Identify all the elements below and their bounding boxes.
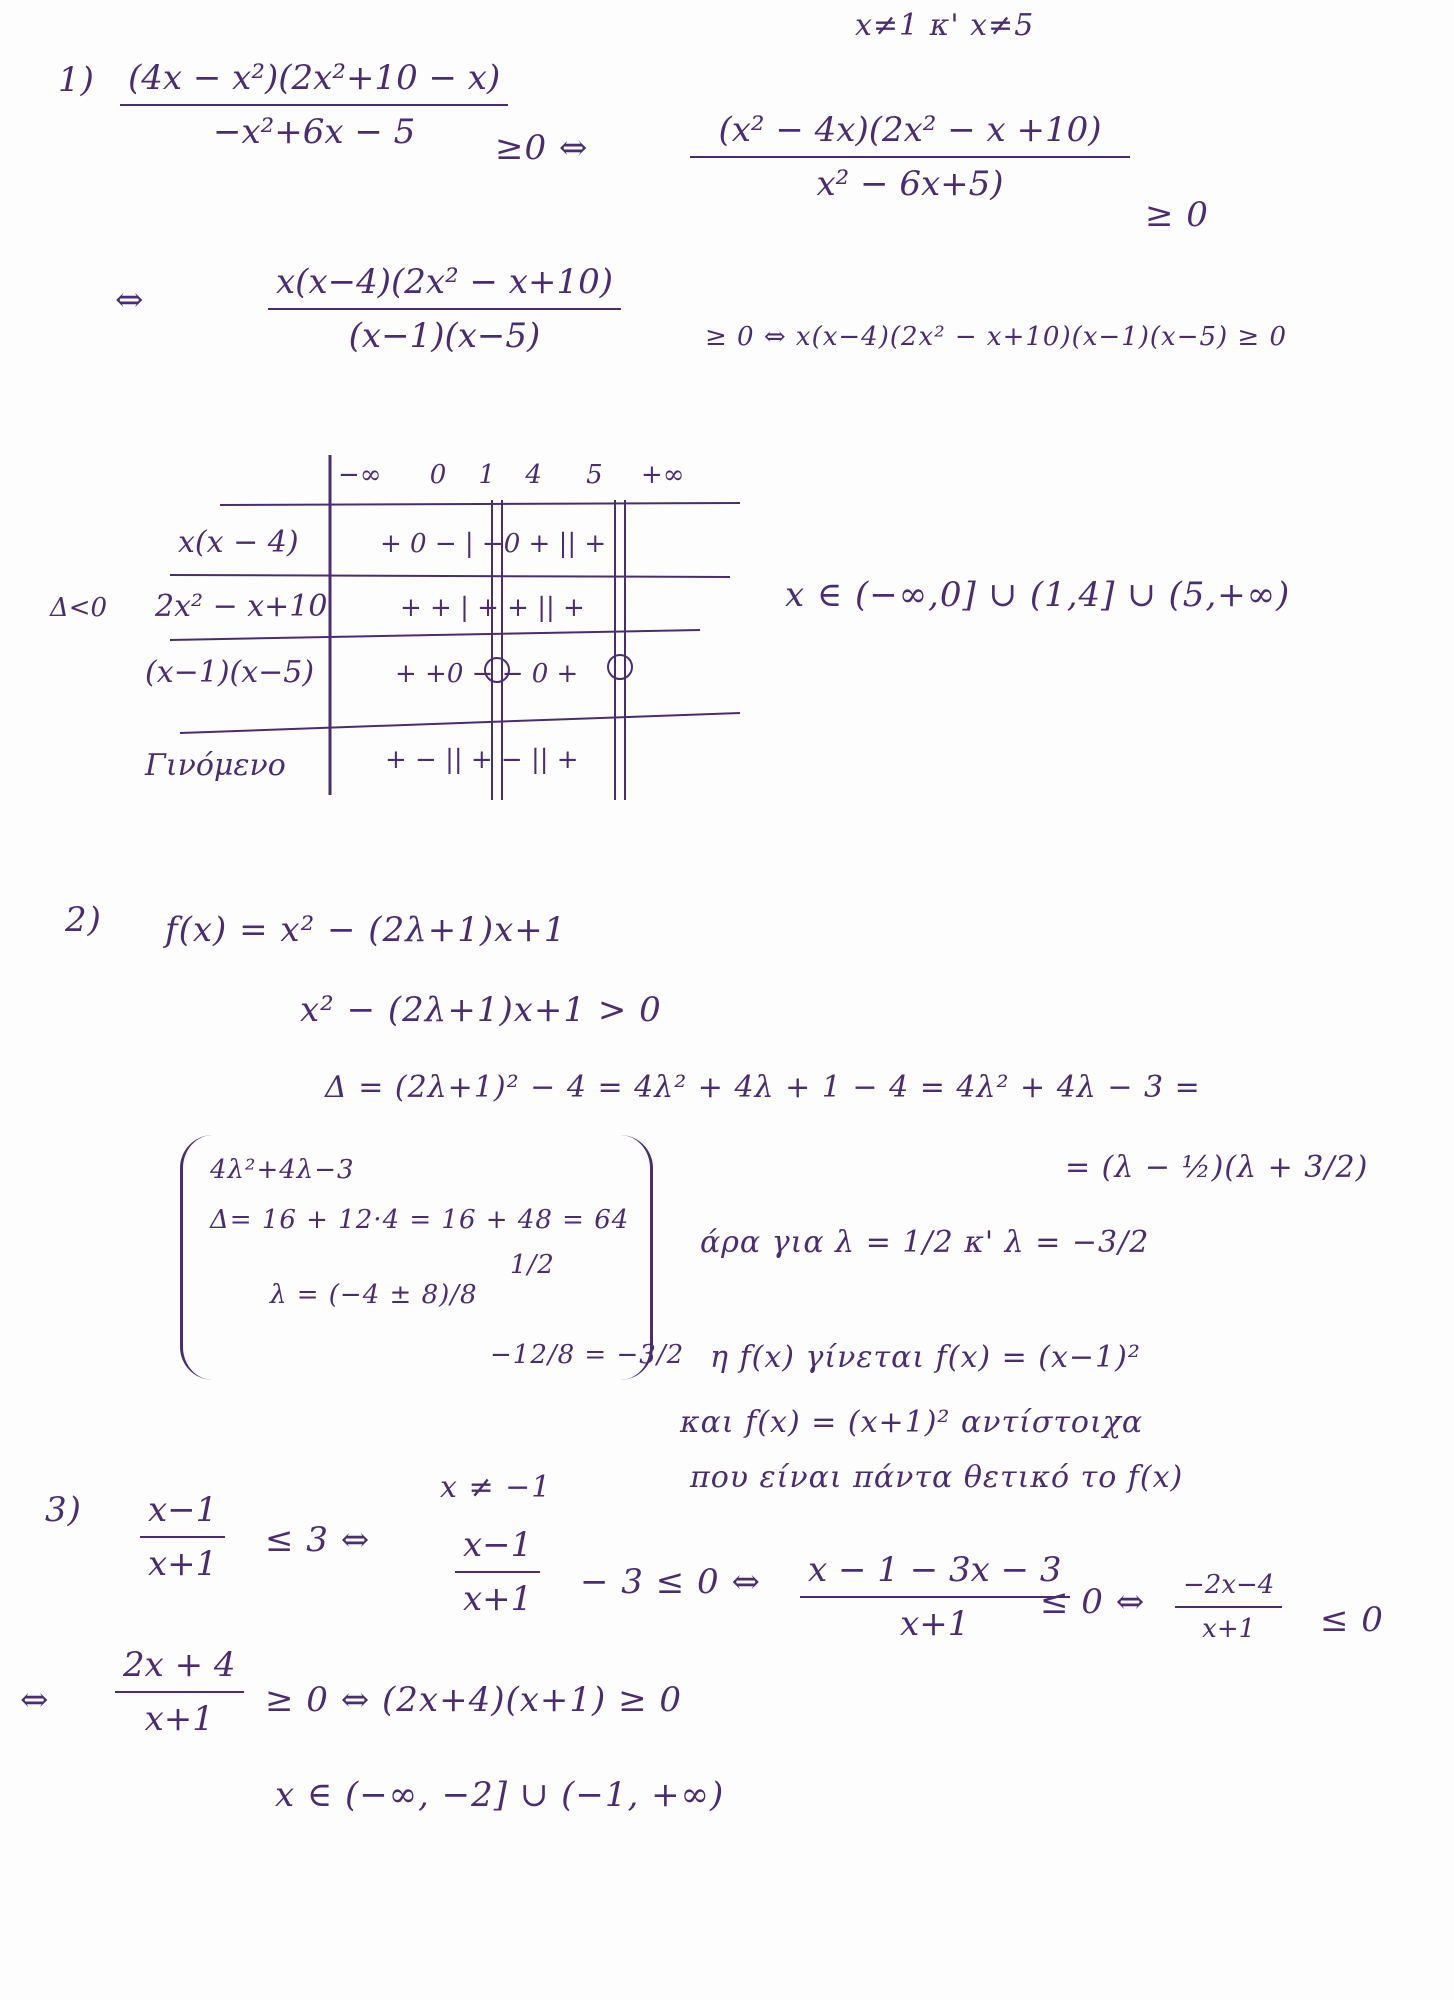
table-header-cell: 1 <box>478 460 496 490</box>
fraction-numerator: x(x−4)(2x² − x+10) <box>276 262 613 302</box>
fraction-bar <box>690 156 1130 158</box>
fraction-denominator: −x²+6x − 5 <box>212 112 416 152</box>
table-row-label: 2x² − x+10 <box>155 589 328 624</box>
table-row-label: (x−1)(x−5) <box>145 655 315 690</box>
fraction-numerator: −2x−4 <box>1183 1570 1275 1600</box>
table-header-cell: −∞ <box>338 460 382 490</box>
fraction-bar <box>140 1536 225 1538</box>
problem2-result-3: και f(x) = (x+1)² αντίστοιχα <box>680 1405 1144 1440</box>
problem3-fraction-2 <box>455 1525 540 1619</box>
problem3-relation-5: ≥ 0 ⇔ (2x+4)(x+1) ≥ 0 <box>265 1680 683 1720</box>
table-header-cell: 0 <box>429 460 447 490</box>
table-header <box>338 460 684 490</box>
fraction-denominator: (x−1)(x−5) <box>348 316 541 356</box>
problem3-label: 3) <box>45 1490 82 1530</box>
fraction-numerator: (x² − 4x)(2x² − x +10) <box>718 110 1102 150</box>
problem2-line-3: Δ = (2λ+1)² − 4 = 4λ² + 4λ + 1 − 4 = 4λ² + 4λ − 3 = <box>325 1070 1201 1105</box>
problem2-line-4: = (λ − ½)(λ + 3/2) <box>1065 1150 1369 1185</box>
problem1-fraction-2 <box>690 110 1130 204</box>
problem2-line-2: x² − (2λ+1)x+1 > 0 <box>300 990 662 1030</box>
problem2-box-line-1: 4λ²+4λ−3 <box>210 1155 355 1185</box>
table-row-signs: + 0 − | −0 + || + <box>380 529 607 559</box>
table-header-cell: +∞ <box>640 460 685 490</box>
table-header-cell: 5 <box>586 460 603 490</box>
problem3-fraction-1 <box>140 1490 225 1584</box>
table-row-label: x(x − 4) <box>178 525 299 560</box>
problem2-box-root-1: 1/2 <box>510 1250 555 1280</box>
table-row-signs: + +0 − − 0 + <box>395 659 579 689</box>
fraction-denominator: x+1 <box>1202 1614 1256 1644</box>
problem3-relation-2: − 3 ≤ 0 ⇔ <box>580 1562 761 1602</box>
problem1-fraction-3 <box>268 262 621 356</box>
fraction-denominator: x+1 <box>463 1579 533 1619</box>
left-bracket <box>180 1135 213 1380</box>
problem2-box-line-3: λ = (−4 ± 8)/8 <box>270 1280 478 1310</box>
fraction-numerator: 2x + 4 <box>123 1645 236 1685</box>
problem2-result-1: άρα για λ = 1/2 κ' λ = −3/2 <box>700 1225 1150 1260</box>
sign-table <box>50 455 740 815</box>
fraction-numerator: (4x − x²)(2x²+10 − x) <box>128 58 501 98</box>
fraction-denominator: x² − 6x+5) <box>816 164 1004 204</box>
problem2-box-line-2: Δ= 16 + 12·4 = 16 + 48 = 64 <box>210 1205 630 1235</box>
equivalence-sign: ⇔ <box>20 1680 50 1720</box>
problem1-label: 1) <box>58 60 95 100</box>
fraction-bar <box>800 1596 1070 1598</box>
fraction-bar <box>455 1571 540 1573</box>
problem1-relation-1: ≥0 ⇔ <box>495 128 589 168</box>
problem2-line-1: f(x) = x² − (2λ+1)x+1 <box>165 910 567 950</box>
fraction-numerator: x − 1 − 3x − 3 <box>808 1550 1062 1590</box>
problem3-fraction-5 <box>115 1645 244 1739</box>
fraction-bar <box>1175 1606 1282 1608</box>
problem3-relation-4: ≤ 0 <box>1320 1600 1384 1640</box>
problem2-box-root-2: −12/8 = −3/2 <box>490 1340 685 1370</box>
fraction-bar <box>120 104 508 106</box>
problem3-fraction-4 <box>1175 1570 1282 1644</box>
problem3-relation-3: ≤ 0 ⇔ <box>1040 1582 1146 1622</box>
problem3-condition: x ≠ −1 <box>440 1470 552 1505</box>
table-side-note: Δ<0 <box>50 593 108 623</box>
table-header-cell: 4 <box>525 460 542 490</box>
problem3-relation-1: ≤ 3 ⇔ <box>265 1520 371 1560</box>
problem1-relation-2: ≥ 0 <box>1145 195 1209 235</box>
fraction-denominator: x+1 <box>144 1699 214 1739</box>
problem3-answer: x ∈ (−∞, −2] ∪ (−1, +∞) <box>275 1775 725 1815</box>
problem1-relation-3: ≥ 0 ⇔ x(x−4)(2x² − x+10)(x−1)(x−5) ≥ 0 <box>705 322 1288 352</box>
fraction-numerator: x−1 <box>463 1525 533 1565</box>
problem2-result-2: η f(x) γίνεται f(x) = (x−1)² <box>710 1340 1141 1375</box>
problem1-answer: x ∈ (−∞,0] ∪ (1,4] ∪ (5,+∞) <box>785 575 1291 615</box>
table-row-signs: + + | + + || + <box>400 593 585 623</box>
equivalence-sign: ⇔ <box>115 280 145 320</box>
problem2-result-4: που είναι πάντα θετικό το f(x) <box>690 1460 1184 1495</box>
problem2-label: 2) <box>65 900 102 940</box>
fraction-denominator: x+1 <box>148 1544 218 1584</box>
table-row-signs: + − || + − || + <box>385 745 579 775</box>
fraction-denominator: x+1 <box>900 1604 970 1644</box>
table-row-label: Γινόμενο <box>145 748 286 783</box>
header-note: x≠1 κ' x≠5 <box>855 8 1035 43</box>
fraction-numerator: x−1 <box>148 1490 218 1530</box>
problem1-fraction-1 <box>120 58 508 152</box>
problem3-fraction-3 <box>800 1550 1070 1644</box>
fraction-bar <box>115 1691 244 1693</box>
fraction-bar <box>268 308 621 310</box>
